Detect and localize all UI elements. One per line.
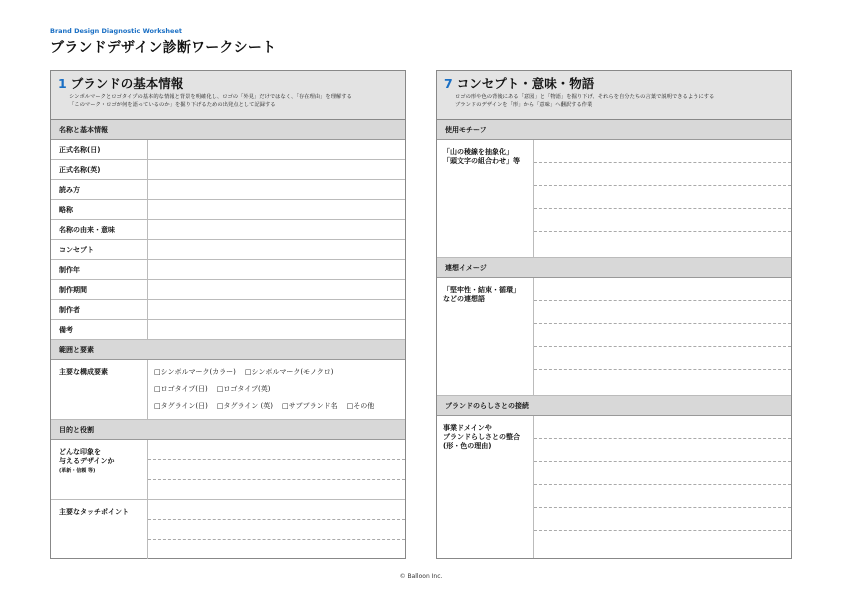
panel-header-concept <box>437 71 791 120</box>
field-value[interactable] <box>148 140 405 159</box>
field-row[interactable] <box>51 300 405 320</box>
section-heading: コンセプト・意味・物語 <box>456 76 595 91</box>
association-answer[interactable] <box>534 278 791 395</box>
brand-link-label-line: ブランドらしさとの整合 <box>443 433 520 441</box>
field-label: 正式名称(英) <box>51 160 148 179</box>
section-name-motif: 使用モチーフ <box>437 120 791 140</box>
field-label: コンセプト <box>51 240 148 259</box>
field-value[interactable] <box>148 280 405 299</box>
field-row[interactable] <box>51 140 405 160</box>
section-description-2: ブランドのデザインを「形」から「意味」へ翻訳する作業 <box>455 102 593 108</box>
impression-label-note: (革新・信頼 等) <box>59 468 96 474</box>
section-number: 7 <box>444 76 453 91</box>
section-name-elements: 範囲と要素 <box>51 340 405 360</box>
worksheet-subtitle: Brand Design Diagnostic Worksheet <box>50 27 182 35</box>
impression-label <box>51 440 148 499</box>
section-name-purpose: 目的と役割 <box>51 420 405 440</box>
impression-label-line: どんな印象を <box>59 448 101 456</box>
touchpoint-answer[interactable] <box>148 500 405 559</box>
field-row[interactable] <box>51 260 405 280</box>
motif-label-line: 「山の稜線を抽象化」 <box>443 148 513 156</box>
association-label-line: 「堅牢性・結束・循環」 <box>443 286 520 294</box>
motif-label-line: 「頭文字の組合わせ」等 <box>443 157 520 165</box>
field-row[interactable] <box>51 180 405 200</box>
field-value[interactable] <box>148 320 405 339</box>
panel-basic-info <box>50 70 406 559</box>
elements-row <box>51 360 405 420</box>
checkbox-option[interactable]: □ロゴタイプ(日) <box>154 385 208 393</box>
section-name-basic: 名称と基本情報 <box>51 120 405 140</box>
brand-link-row <box>437 416 791 558</box>
touchpoint-label: 主要なタッチポイント <box>51 500 148 559</box>
motif-row <box>437 140 791 258</box>
motif-label <box>437 140 534 257</box>
checkbox-option[interactable]: □タグライン (英) <box>216 402 273 410</box>
checkbox-option[interactable]: □ロゴタイプ(英) <box>216 385 271 393</box>
worksheet-title: ブランドデザイン診断ワークシート <box>50 40 277 56</box>
copyright: © Balloon Inc. <box>399 573 443 580</box>
field-value[interactable] <box>148 300 405 319</box>
field-label: 制作年 <box>51 260 148 279</box>
field-value[interactable] <box>148 220 405 239</box>
checkbox-option[interactable]: □シンボルマーク(モノクロ) <box>244 368 334 376</box>
impression-row <box>51 440 405 500</box>
brand-link-label <box>437 416 534 558</box>
section-heading: ブランドの基本情報 <box>70 76 184 91</box>
impression-label-line: 与えるデザインか <box>59 457 115 465</box>
association-row <box>437 278 791 396</box>
field-row[interactable] <box>51 280 405 300</box>
checkbox-option[interactable]: □タグライン(日) <box>154 402 208 410</box>
section-description-2: 「このマーク・ロゴが何を語っているのか」を掘り下げるための出発点として記録する <box>69 102 276 108</box>
brand-link-label-line: (形・色の理由) <box>443 442 492 450</box>
checkbox-option[interactable]: □シンボルマーク(カラー) <box>154 368 236 376</box>
field-label: 制作者 <box>51 300 148 319</box>
field-row[interactable] <box>51 240 405 260</box>
association-label <box>437 278 534 395</box>
field-label: 制作期間 <box>51 280 148 299</box>
field-label: 正式名称(日) <box>51 140 148 159</box>
section-number: 1 <box>58 76 67 91</box>
field-row[interactable] <box>51 320 405 340</box>
field-label: 名称の由来・意味 <box>51 220 148 239</box>
association-label-line: などの連想語 <box>443 295 485 303</box>
field-value[interactable] <box>148 240 405 259</box>
panel-concept <box>436 70 792 559</box>
section-name-brand-link: ブランドのらしさとの接続 <box>437 396 791 416</box>
section-description-1: ロゴの形や色の背後にある「意図」と「物語」を掘り下げ、それらを自分たちの言葉で説明できるようにする <box>455 94 715 100</box>
section-name-association: 連想イメージ <box>437 258 791 278</box>
field-value[interactable] <box>148 200 405 219</box>
field-label: 備考 <box>51 320 148 339</box>
field-value[interactable] <box>148 260 405 279</box>
field-label: 読み方 <box>51 180 148 199</box>
field-row[interactable] <box>51 160 405 180</box>
field-value[interactable] <box>148 160 405 179</box>
section-description-1: シンボルマークとロゴタイプの基本的な情報と背景を明確化し、ロゴの「外見」だけではなく、「存在理由」を理解する <box>69 94 352 100</box>
checkbox-option[interactable]: □その他 <box>346 402 375 410</box>
panel-header-basic-info <box>51 71 405 120</box>
elements-label: 主要な構成要素 <box>51 360 148 419</box>
impression-answer[interactable] <box>148 440 405 499</box>
brand-link-label-line: 事業ドメインや <box>443 424 492 432</box>
field-row[interactable] <box>51 220 405 240</box>
element-options <box>148 360 405 419</box>
field-label: 略称 <box>51 200 148 219</box>
motif-answer[interactable] <box>534 140 791 257</box>
field-row[interactable] <box>51 200 405 220</box>
field-value[interactable] <box>148 180 405 199</box>
brand-link-answer[interactable] <box>534 416 791 558</box>
panel-heading <box>58 77 405 91</box>
checkbox-option[interactable]: □サブブランド名 <box>281 402 338 410</box>
touchpoint-row <box>51 500 405 559</box>
panel-heading <box>444 77 791 91</box>
